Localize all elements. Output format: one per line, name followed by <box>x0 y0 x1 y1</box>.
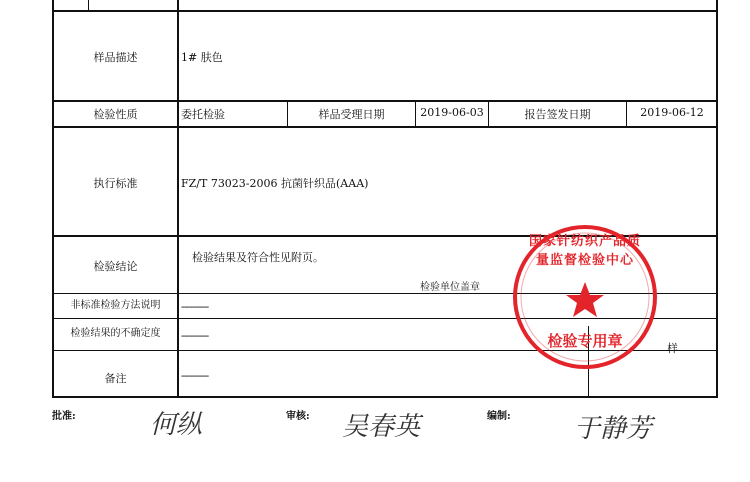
remarks-value: ---------- <box>181 369 209 382</box>
uncertainty-value: ---------- <box>181 329 209 342</box>
conclusion-value: 检验结果及符合性见附页。 <box>192 251 324 264</box>
compiler-signature: 于静芳 <box>574 414 653 444</box>
seal-ring-text: 国家针纺织产品质量监督检验中心 <box>528 234 641 268</box>
conclusion-label: 检验结论 <box>93 260 138 273</box>
sample-description-value: 1# 肤色 <box>181 51 223 64</box>
stamp-note: 检验单位盖章 <box>420 282 480 293</box>
inspection-seal <box>510 222 660 372</box>
reviewer-label: 审核: <box>286 411 310 422</box>
reviewer-signature: 吴春英 <box>342 412 421 442</box>
uncertainty-label: 检验结果的不确定度 <box>70 328 161 339</box>
compiler-label: 编制: <box>487 411 511 422</box>
sample-margin-note: 样 <box>667 342 678 355</box>
received-date-label: 样品受理日期 <box>318 108 385 121</box>
top-divider <box>88 0 89 10</box>
row-line <box>52 10 718 12</box>
row-line <box>52 126 718 128</box>
non-standard-method-label: 非标准检验方法说明 <box>70 300 161 311</box>
issued-date-label: 报告签发日期 <box>524 108 591 121</box>
inspection-nature-value: 委托检验 <box>181 108 225 121</box>
sample-description-label: 样品描述 <box>93 51 138 64</box>
remarks-label: 备注 <box>104 372 127 385</box>
approver-label: 批准: <box>52 411 76 422</box>
row-line <box>52 100 718 102</box>
inspection-nature-label: 检验性质 <box>93 108 138 121</box>
issued-date-value: 2019-06-12 <box>640 106 704 119</box>
non-standard-method-value: ---------- <box>181 300 209 313</box>
received-date-value: 2019-06-03 <box>420 106 484 119</box>
approver-signature: 何纵 <box>150 410 203 440</box>
standard-value: FZ/T 73023-2006 抗菌针织品(AAA) <box>181 177 369 190</box>
label-column-divider <box>177 0 179 398</box>
standard-label: 执行标准 <box>93 177 138 190</box>
seal-caption: 检验专用章 <box>547 332 623 350</box>
